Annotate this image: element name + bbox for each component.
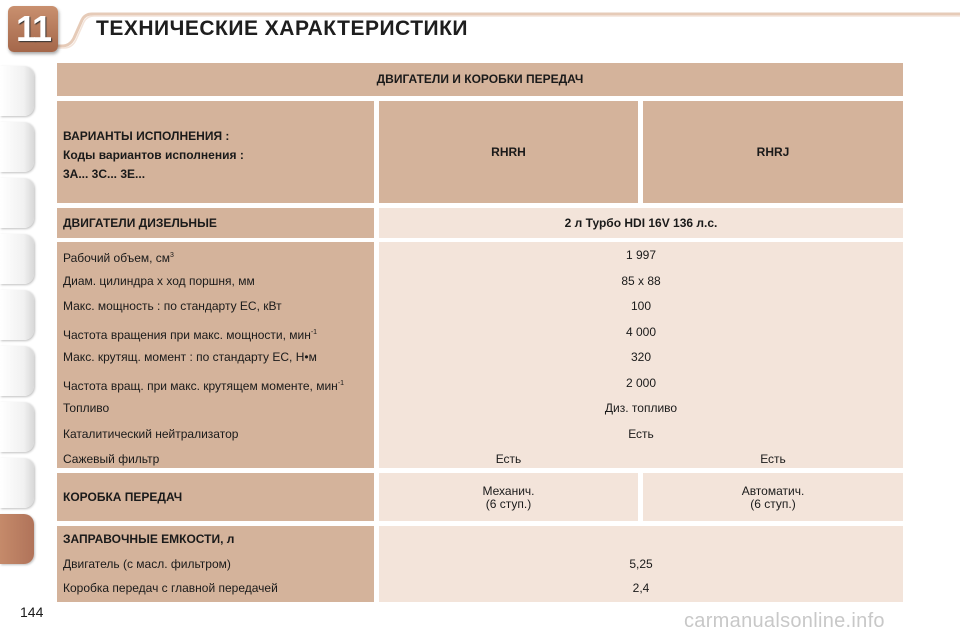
param-value: 1 997 <box>625 248 657 262</box>
table-row <box>57 552 903 577</box>
chapter-tabs <box>0 66 36 581</box>
chapter-tab[interactable] <box>0 66 34 116</box>
param-label: Каталитический нейтрализатор <box>63 426 239 441</box>
param-value: 85 x 88 <box>621 273 661 288</box>
param-label: Топливо <box>63 401 110 415</box>
chapter-badge: 11 <box>8 6 58 52</box>
variant-code-rhrh: RHRH <box>379 101 638 203</box>
table-title: ДВИГАТЕЛИ И КОРОБКИ ПЕРЕДАЧ <box>57 63 903 96</box>
capacity-label: Коробка передач с главной передачей <box>63 581 278 595</box>
chapter-tab-active[interactable] <box>0 514 34 564</box>
gearbox-manual <box>379 473 638 521</box>
table-row <box>57 527 903 552</box>
page-number: 144 <box>20 604 44 620</box>
chapter-tab[interactable] <box>0 290 34 340</box>
param-value: 4 000 <box>625 324 657 339</box>
param-value-rhrj: Есть <box>760 452 786 466</box>
variants-codes-label: Коды вариантов исполнения : <box>63 148 244 162</box>
chapter-tab[interactable] <box>0 458 34 508</box>
gearbox-auto <box>643 473 903 521</box>
param-label: Рабочий объем, $см^3$ <box>63 251 174 265</box>
capacity-value: 2,4 <box>632 581 650 595</box>
table-row <box>57 243 903 269</box>
param-label: Сажевый фильтр <box>63 452 160 466</box>
table-row <box>57 422 903 448</box>
table-row <box>57 345 903 371</box>
param-value: Диз. топливо <box>604 401 678 415</box>
param-label: Частота вращ. при макс. крутящем моменте, мин$^{-1}$ <box>63 378 345 393</box>
capacities-heading: ЗАПРАВОЧНЫЕ ЕМКОСТИ, л <box>63 532 235 546</box>
variants-range: 3A... 3C... 3E... <box>63 167 146 181</box>
chapter-tab[interactable] <box>0 178 34 228</box>
gearbox-label: КОРОБКА ПЕРЕДАЧ <box>57 473 374 521</box>
param-value: 2 000 <box>625 375 657 390</box>
watermark: carmanualsonline.info <box>684 610 885 632</box>
chapter-tab[interactable] <box>0 346 34 396</box>
engine-type-value: 2 л Турбо HDI 16V 136 л.с. <box>379 208 903 238</box>
chapter-tab[interactable] <box>0 234 34 284</box>
param-label: Макс. крутящ. момент : по стандарту ЕС, Н•м <box>63 350 317 364</box>
param-label: Диам. цилиндра x ход поршня, мм <box>63 273 255 288</box>
param-value: 320 <box>630 350 652 364</box>
table-row <box>57 371 903 397</box>
variants-heading: ВАРИАНТЫ ИСПОЛНЕНИЯ : <box>63 129 230 143</box>
capacity-value: 5,25 <box>629 557 653 571</box>
page-title: ТЕХНИЧЕСКИЕ ХАРАКТЕРИСТИКИ <box>96 17 469 40</box>
engine-type-label: ДВИГАТЕЛИ ДИЗЕЛЬНЫЕ <box>57 208 374 238</box>
table-row <box>57 294 903 320</box>
variant-code-rhrj: RHRJ <box>643 101 903 203</box>
param-value: Есть <box>628 426 654 441</box>
table-row <box>57 396 903 422</box>
table-row <box>57 576 903 601</box>
param-value: 100 <box>630 299 652 313</box>
gearbox-auto-type: Автоматич. <box>741 484 805 498</box>
chapter-tab[interactable] <box>0 122 34 172</box>
capacity-label: Двигатель (с масл. фильтром) <box>63 557 231 571</box>
table-row <box>57 269 903 295</box>
table-row <box>57 447 903 473</box>
gearbox-auto-speeds: (6 ступ.) <box>750 497 796 511</box>
table-row <box>57 320 903 346</box>
param-label: Частота вращения при макс. мощности, мин$^{-1}$ <box>63 327 318 342</box>
variants-label <box>57 101 374 203</box>
param-value-rhrh: Есть <box>495 452 522 466</box>
chapter-tab[interactable] <box>0 402 34 452</box>
gearbox-manual-type: Механич. <box>482 484 535 498</box>
gearbox-manual-speeds: (6 ступ.) <box>485 497 532 511</box>
param-label: Макс. мощность : по стандарту ЕС, кВт <box>63 299 282 313</box>
